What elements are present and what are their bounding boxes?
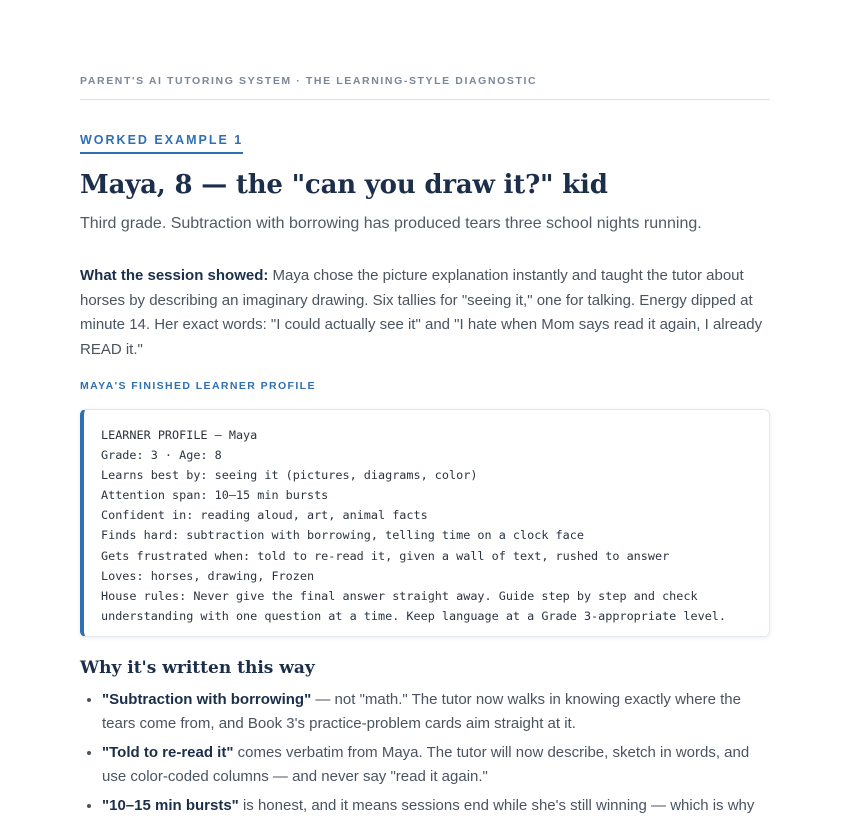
profile-line: House rules: Never give the final answer straight away. Guide step by step and check [101, 588, 698, 603]
list-item [102, 688, 770, 737]
list-item-text: is honest, and it means sessions end while she's still winning — which is why [238, 797, 755, 815]
profile-line: understanding with one question at a time. Keep language at a Grade 3-appropriate level. [101, 608, 727, 623]
list-item [102, 741, 770, 790]
profile-line: Loves: horses, drawing, Frozen [101, 568, 315, 583]
page-subtitle: Third grade. Subtraction with borrowing has produced tears three school nights running. [80, 215, 702, 232]
list-item-bold: "10–15 min bursts" [102, 797, 239, 815]
learner-profile-block [80, 409, 770, 637]
section-eyebrow: WORKED EXAMPLE 1 [80, 133, 243, 154]
profile-line: Finds hard: subtraction with borrowing, telling time on a clock face [101, 528, 584, 543]
profile-line: Grade: 3 · Age: 8 [101, 448, 222, 463]
page-title: Maya, 8 — the "can you draw it?" kid [80, 170, 608, 200]
session-summary [80, 264, 770, 362]
profile-line: Learns best by: seeing it (pictures, diagrams, color) [101, 468, 478, 483]
list-item-text: comes verbatim from Maya. The tutor will now describe, sketch in words, and use color-coded columns — and never say "read it again." [102, 744, 750, 786]
session-text: Maya chose the picture explanation instantly and taught the tutor about horses by describing an imaginary drawing. Six tallies for "seeing it," one for talking. Energy dipped at minute 14. Her exact words: "I could actually see it" and "I hate when Mom says read it again, I already READ it." [80, 267, 763, 358]
profile-label: MAYA'S FINISHED LEARNER PROFILE [80, 380, 316, 392]
list-item-text: — not "math." The tutor now walks in knowing exactly where the tears come from, and Book 3's practice-problem cards aim straight at it. [102, 691, 741, 733]
profile-line: LEARNER PROFILE — Maya [101, 428, 258, 442]
why-heading: Why it's written this way [80, 658, 315, 678]
list-item-bold: "Told to re-read it" [102, 744, 234, 762]
session-label: What the session showed: [80, 267, 269, 284]
profile-line: Confident in: reading aloud, art, animal facts [101, 508, 428, 523]
profile-line: Gets frustrated when: told to re-read it, given a wall of text, rushed to answer [101, 548, 670, 563]
list-item-bold: "Subtraction with borrowing" [102, 691, 312, 708]
list-item [102, 794, 770, 818]
breadcrumb: PARENT'S AI TUTORING SYSTEM · THE LEARNING-STYLE DIAGNOSTIC [80, 75, 770, 100]
why-list [80, 688, 770, 823]
profile-line: Attention span: 10–15 min bursts [101, 488, 329, 503]
